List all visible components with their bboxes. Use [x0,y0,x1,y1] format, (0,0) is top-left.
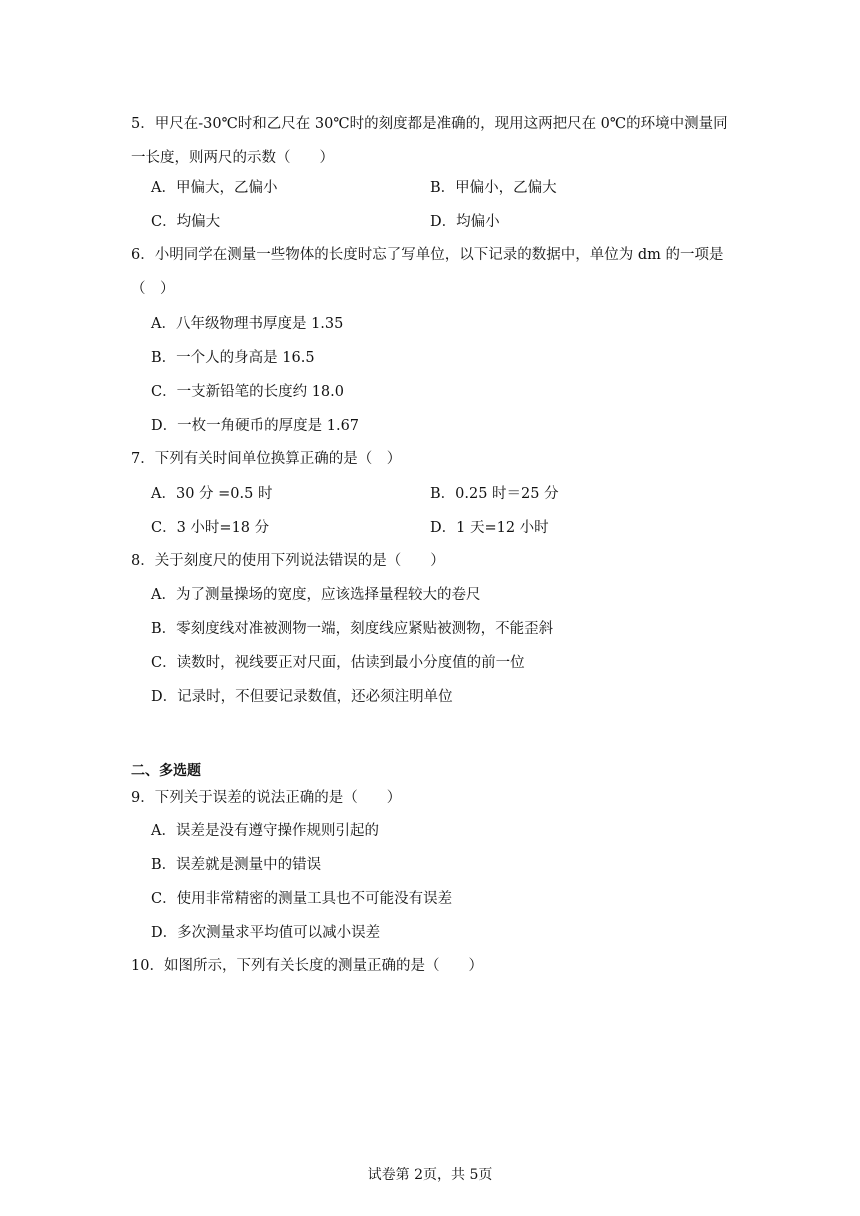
question-6-option-c: C．一支新铅笔的长度约 18.0 [151,384,344,400]
question-8-option-c: C．读数时，视线要正对尺面，估读到最小分度值的前一位 [151,655,525,671]
question-7-option-d: D．1 天=12 小时 [430,520,549,536]
question-8-option-d: D．记录时，不但要记录数值，还必须注明单位 [151,689,453,705]
question-5-option-a: A．甲偏大，乙偏小 [151,180,278,196]
question-6-option-d: D．一枚一角硬币的厚度是 1.67 [151,418,360,434]
question-9-option-a: A．误差是没有遵守操作规则引起的 [151,823,379,839]
question-8-option-a: A．为了测量操场的宽度，应该选择量程较大的卷尺 [151,587,481,603]
question-5-stem: 5．甲尺在-30℃时和乙尺在 30℃时的刻度都是准确的，现用这两把尺在 0℃的环境中测量同一长度，则两尺的示数（ ） [131,116,728,166]
question-7-option-c: C．3 小时=18 分 [151,520,270,536]
question-5-option-c: C．均偏大 [151,214,221,230]
question-6-option-b: B．一个人的身高是 16.5 [151,350,315,366]
question-8-stem: 8．关于刻度尺的使用下列说法错误的是（ ） [131,553,445,569]
question-8-option-b: B．零刻度线对准被测物一端，刻度线应紧贴被测物，不能歪斜 [151,621,554,637]
question-7-option-b: B．0.25 时＝25 分 [430,486,559,502]
question-9-option-c: C．使用非常精密的测量工具也不可能没有误差 [151,891,453,907]
question-10-stem: 10．如图所示，下列有关长度的测量正确的是（ ） [131,958,483,974]
question-6-option-a: A．八年级物理书厚度是 1.35 [151,316,344,332]
page-footer: 试卷第 2页，共 5页 [367,1167,493,1183]
question-9-option-b: B．误差就是测量中的错误 [151,857,322,873]
question-5-option-d: D．均偏小 [430,214,500,230]
question-9-stem: 9．下列关于误差的说法正确的是（ ） [131,790,402,806]
question-5-option-b: B．甲偏小，乙偏大 [430,180,557,196]
question-9-option-d: D．多次测量求平均值可以减小误差 [151,925,381,941]
question-6-stem: 6．小明同学在测量一些物体的长度时忘了写单位，以下记录的数据中，单位为 dm 的一项是（ ） [131,247,724,297]
question-7-option-a: A．30 分 =0.5 时 [151,486,273,502]
section-heading-multiple-choice: 二、多选题 [131,763,201,779]
question-7-stem: 7．下列有关时间单位换算正确的是（ ） [131,451,402,467]
